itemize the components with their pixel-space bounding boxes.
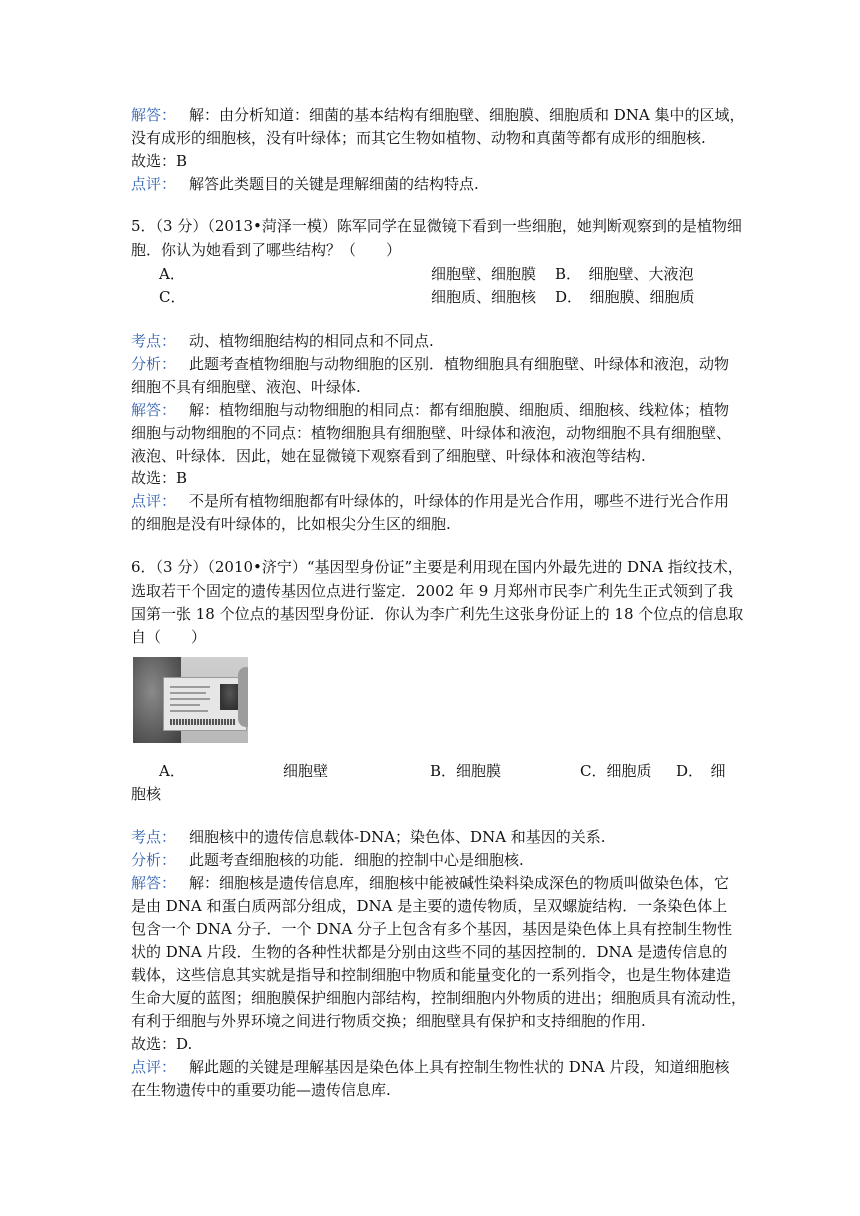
q5-option-b: B． 细胞壁、大液泡 <box>555 265 694 283</box>
card-portrait <box>220 684 240 710</box>
point-label: 考点： <box>131 828 177 846</box>
q5-comment-line: 的细胞是没有叶绿体的，比如根尖分生区的细胞. <box>131 515 451 533</box>
answer-text: 解：细胞核是遗传信息库，细胞核中能被碱性染料染成深色的物质叫做染色体，它 <box>189 874 730 892</box>
point-text: 动、植物细胞结构的相同点和不同点. <box>189 332 434 350</box>
analysis-text: 此题考查细胞核的功能．细胞的控制中心是细胞核. <box>189 851 524 869</box>
q6-choice: 故选：D. <box>131 1035 193 1053</box>
q6-option-a-letter: A． <box>159 762 185 780</box>
comment-text: 不是所有植物细胞都有叶绿体的，叶绿体的作用是光合作用，哪些不进行光合作用 <box>189 492 730 510</box>
comment-text: 解此题的关键是理解基因是染色体上具有控制生物性状的 DNA 片段，知道细胞核 <box>189 1058 730 1076</box>
q6-analysis-line <box>131 849 524 871</box>
q6-comment-line: 在生物遗传中的重要功能—遗传信息库. <box>131 1081 391 1099</box>
q4-answer-line: 没有成形的细胞核，没有叶绿体；而其它生物如植物、动物和真菌等都有成形的细胞核. <box>131 129 706 147</box>
q5-answer-line: 液泡、叶绿体．因此，她在显微镜下观察看到了细胞壁、叶绿体和液泡等结构. <box>131 447 646 465</box>
q5-option-a-text: 细胞壁、细胞膜 <box>431 265 537 283</box>
q6-answer-line <box>131 872 729 894</box>
q6-stem-line: 国第一张 18 个位点的基因型身份证．你认为李广利先生这张身份证上的 18 个位点的信息取 <box>131 605 744 623</box>
q6-option-b: B．细胞膜 <box>430 762 502 780</box>
q5-answer-line <box>131 399 729 421</box>
q6-stem-line: 自（ ） <box>131 628 207 646</box>
q6-answer-line: 载体，这些信息其实就是指导和控制细胞中物质和能量变化的一系列指令，也是生物体建造 <box>131 966 732 984</box>
answer-label: 解答： <box>131 106 177 124</box>
q6-stem-line: 6．（3 分）（2010•济宁）“基因型身份证”主要是利用现在国内外最先进的 DNA 指纹技术， <box>131 558 743 576</box>
q6-point-line <box>131 826 606 848</box>
q4-answer-line <box>131 104 745 126</box>
comment-label: 点评： <box>131 1058 177 1076</box>
analysis-label: 分析： <box>131 851 177 869</box>
answer-label: 解答： <box>131 401 177 419</box>
q5-stem-line: 胞．你认为她看到了哪些结构？（ ） <box>131 241 402 259</box>
q6-option-d-wrap: 胞核 <box>131 785 162 803</box>
q6-stem-line: 选取若干个固定的遗传基因位点进行鉴定．2002 年 9 月郑州市民李广利先生正式领到了我 <box>131 582 734 600</box>
q6-answer-line: 有利于细胞与外界环境之间进行物质交换；细胞壁具有保护和支持细胞的作用. <box>131 1012 646 1030</box>
q5-answer-line: 细胞与动物细胞的不同点：植物细胞具有细胞壁、叶绿体和液泡，动物细胞不具有细胞壁、 <box>131 424 732 442</box>
q5-analysis-line: 细胞不具有细胞壁、液泡、叶绿体. <box>131 378 361 396</box>
q6-comment-line <box>131 1056 730 1078</box>
q6-answer-line: 状的 DNA 片段．生物的各种性状都是分别由这些不同的基因控制的．DNA 是遗传信息的 <box>131 943 728 961</box>
comment-label: 点评： <box>131 492 177 510</box>
analysis-label: 分析： <box>131 355 177 373</box>
analysis-text: 此题考查植物细胞与动物细胞的区别．植物细胞具有细胞壁、叶绿体和液泡，动物 <box>189 355 730 373</box>
q4-choice: 故选：B <box>131 152 188 170</box>
q5-stem-line: 5．（3 分）（2013•菏泽一模）陈军同学在显微镜下看到一些细胞，她判断观察到的是植物细 <box>131 217 742 235</box>
q5-option-c-text: 细胞质、细胞核 <box>431 288 537 306</box>
q6-answer-line: 生命大厦的蓝图；细胞膜保护细胞内部结构，控制细胞内外物质的进出；细胞质具有流动性， <box>131 989 747 1007</box>
id-card-photo <box>133 657 248 743</box>
q5-point-line <box>131 330 434 352</box>
q6-option-a-text: 细胞壁 <box>283 762 329 780</box>
comment-label: 点评： <box>131 175 177 193</box>
card-barcode <box>170 719 236 725</box>
point-text: 细胞核中的遗传信息载体-DNA；染色体、DNA 和基因的关系. <box>189 828 606 846</box>
q6-answer-line: 是由 DNA 和蛋白质两部分组成，DNA 是主要的遗传物质，呈双螺旋结构．一条染色体上 <box>131 897 728 915</box>
q5-option-c-letter: C． <box>159 288 186 306</box>
q5-choice: 故选：B <box>131 469 188 487</box>
point-label: 考点： <box>131 332 177 350</box>
q6-option-c: C．细胞质 <box>580 762 652 780</box>
q6-option-d: D． 细 <box>676 762 726 780</box>
q5-comment-line <box>131 490 729 512</box>
answer-text: 解：由分析知道：细菌的基本结构有细胞壁、细胞膜、细胞质和 DNA 集中的区域， <box>189 106 745 124</box>
q5-analysis-line <box>131 353 729 375</box>
q5-option-a-letter: A． <box>159 265 185 283</box>
q6-answer-line: 包含一个 DNA 分子．一个 DNA 分子上包含有多个基因，基因是染色体上具有控制生物性 <box>131 920 733 938</box>
comment-text: 解答此类题目的关键是理解细菌的结构特点. <box>189 175 479 193</box>
id-card-image <box>163 677 247 731</box>
q4-comment-line <box>131 173 479 195</box>
hand <box>238 667 248 727</box>
answer-text: 解：植物细胞与动物细胞的相同点：都有细胞膜、细胞质、细胞核、线粒体；植物 <box>189 401 730 419</box>
answer-label: 解答： <box>131 874 177 892</box>
q5-option-d: D． 细胞膜、细胞质 <box>555 288 695 306</box>
